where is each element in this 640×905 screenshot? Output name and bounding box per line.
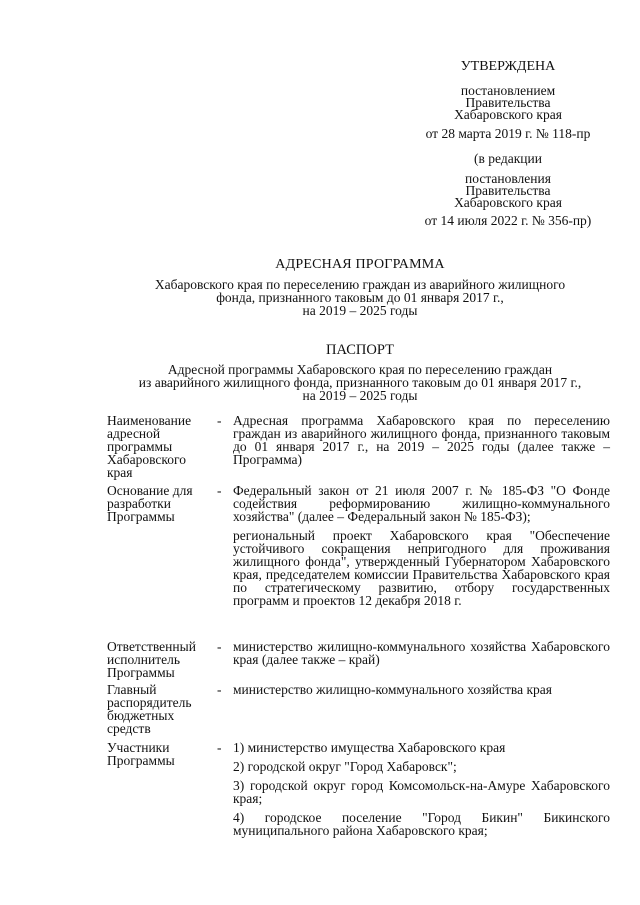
approval-by-line1: постановлением bbox=[460, 83, 556, 98]
passport-subtitle-line2: из аварийного жилищного фонда, признанного таковым до 01 января 2017 г., bbox=[138, 375, 582, 390]
approval-by-line3: Хабаровского края bbox=[454, 107, 562, 122]
row-paragraph: региональный проект Хабаровского края "Обеспечение устойчивого сокращения непригодного для проживания жилищного фонда", утвержденный Губернатором Хабаровского края, председателем комиссии Правительства Хабаровского края по стратегическому развитию, отбору государственных программ и проектов 12 декабря 2018 г. bbox=[233, 528, 610, 608]
row-dash: - bbox=[217, 682, 222, 697]
edition-date: от 14 июля 2022 г. № 356-пр) bbox=[424, 213, 592, 228]
approval-by-line2: Правительства bbox=[465, 95, 551, 110]
row-label: Основание для разработки Программы bbox=[107, 483, 193, 524]
row-value bbox=[233, 414, 610, 466]
row-label: Ответственный исполнитель Программы bbox=[107, 639, 196, 680]
row-label: Наименование адресной программы Хабаровского края bbox=[107, 413, 192, 480]
row-value bbox=[233, 683, 610, 696]
row-dash: - bbox=[217, 740, 222, 755]
row-paragraph: 2) городской округ "Город Хабаровск"; bbox=[233, 759, 457, 774]
row-paragraph: 4) городское поселение "Город Бикин" Бикинского муниципального района Хабаровского края; bbox=[233, 810, 610, 838]
row-paragraph: 3) городской округ город Комсомольск-на-Амуре Хабаровского края; bbox=[233, 778, 610, 806]
program-subtitle-line1: Хабаровского края по переселению граждан из аварийного жилищного bbox=[154, 277, 566, 292]
row-paragraph: Адресная программа Хабаровского края по переселению граждан из аварийного жилищного фонда, признанного таковым до 01 января 2017 г., на 2019 – 2025 годы (далее также – Программа) bbox=[233, 413, 610, 467]
program-subtitle-line3: на 2019 – 2025 годы bbox=[302, 303, 418, 318]
row-dash: - bbox=[217, 639, 222, 654]
program-title: АДРЕСНАЯ ПРОГРАММА bbox=[275, 257, 445, 272]
row-value bbox=[233, 484, 610, 607]
row-paragraph: Федеральный закон от 21 июля 2007 г. № 185-ФЗ "О Фонде содействия реформированию жилищно-коммунального хозяйства" (далее – Федеральный закон № 185-ФЗ); bbox=[233, 483, 610, 524]
approval-stamp: УТВЕРЖДЕНА bbox=[460, 59, 556, 74]
row-value bbox=[233, 741, 610, 837]
row-dash: - bbox=[217, 413, 222, 428]
edition-line2: постановления bbox=[465, 171, 551, 186]
row-label: Главный распорядитель бюджетных средств bbox=[107, 682, 192, 736]
row-paragraph: министерство жилищно-коммунального хозяйства Хабаровского края (далее также – край) bbox=[233, 639, 610, 667]
passport-subtitle-line3: на 2019 – 2025 годы bbox=[302, 388, 418, 403]
passport-subtitle-line1: Адресной программы Хабаровского края по переселению граждан bbox=[167, 362, 553, 377]
row-value bbox=[233, 640, 610, 666]
passport-title: ПАСПОРТ bbox=[326, 342, 394, 358]
row-paragraph: 1) министерство имущества Хабаровского края bbox=[233, 740, 506, 755]
approval-date: от 28 марта 2019 г. № 118-пр bbox=[425, 126, 591, 141]
row-dash: - bbox=[217, 483, 222, 498]
row-paragraph: министерство жилищно-коммунального хозяйства края bbox=[233, 682, 552, 697]
edition-line4: Хабаровского края bbox=[454, 195, 562, 210]
edition-line1: (в редакции bbox=[474, 151, 542, 166]
edition-line3: Правительства bbox=[465, 183, 551, 198]
program-subtitle-line2: фонда, признанного таковым до 01 января 2017 г., bbox=[216, 290, 504, 305]
row-label: Участники Программы bbox=[107, 740, 175, 768]
